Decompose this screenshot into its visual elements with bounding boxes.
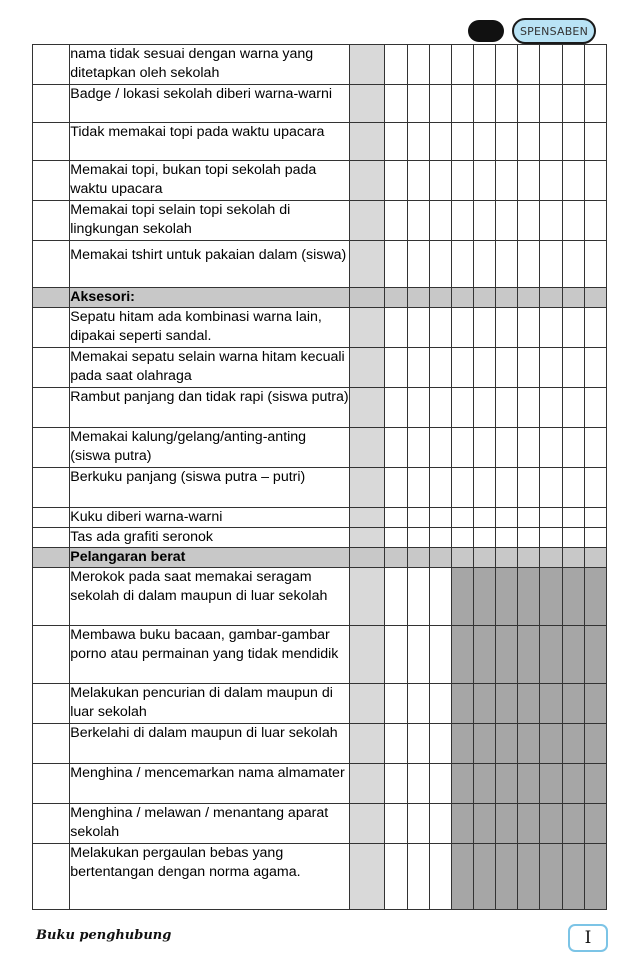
violation-table	[32, 44, 607, 910]
table-row	[33, 45, 607, 85]
table-row	[33, 201, 607, 241]
brand-badge: SPENSABEN	[512, 18, 596, 44]
violation-text: Memakai kalung/gelang/anting-anting (siswa putra)	[70, 428, 350, 468]
violation-text: Menghina / melawan / menantang aparat sekolah	[70, 804, 350, 844]
table-row	[33, 528, 607, 548]
section-title: Aksesori:	[70, 288, 350, 308]
table-row	[33, 724, 607, 764]
violation-text: Sepatu hitam ada kombinasi warna lain, dipakai seperti sandal.	[70, 308, 350, 348]
violation-text: Berkelahi di dalam maupun di luar sekolah	[70, 724, 350, 764]
violation-text: Menghina / mencemarkan nama almamater	[70, 764, 350, 804]
table-row	[33, 844, 607, 910]
table-row	[33, 308, 607, 348]
header-dark-pill	[468, 20, 504, 42]
section-header-row	[33, 288, 607, 308]
violation-text: Rambut panjang dan tidak rapi (siswa putra)	[70, 388, 350, 428]
table-row	[33, 85, 607, 123]
table-row	[33, 508, 607, 528]
violation-text: Memakai topi, bukan topi sekolah pada waktu upacara	[70, 161, 350, 201]
violation-text: Badge / lokasi sekolah diberi warna-warni	[70, 85, 350, 123]
table-row	[33, 241, 607, 288]
page-number: I	[568, 924, 608, 952]
table-row	[33, 388, 607, 428]
table-row	[33, 123, 607, 161]
violation-text: Melakukan pergaulan bebas yang bertentangan dengan norma agama.	[70, 844, 350, 910]
violation-text: Berkuku panjang (siswa putra – putri)	[70, 468, 350, 508]
violation-text: Memakai tshirt untuk pakaian dalam (siswa)	[70, 241, 350, 288]
violation-text: Melakukan pencurian di dalam maupun di luar sekolah	[70, 684, 350, 724]
section-header-row	[33, 548, 607, 568]
table-row	[33, 568, 607, 626]
table-row	[33, 348, 607, 388]
table-row	[33, 428, 607, 468]
table-row	[33, 468, 607, 508]
violation-text: Tas ada grafiti seronok	[70, 528, 350, 548]
table-row	[33, 804, 607, 844]
violation-text: Merokok pada saat memakai seragam sekolah di dalam maupun di luar sekolah	[70, 568, 350, 626]
violation-text: Membawa buku bacaan, gambar-gambar porno atau permainan yang tidak mendidik	[70, 626, 350, 684]
violation-text: Memakai sepatu selain warna hitam kecuali pada saat olahraga	[70, 348, 350, 388]
book-title: Buku penghubung	[36, 928, 172, 943]
table-row	[33, 161, 607, 201]
table-row	[33, 764, 607, 804]
violation-text: Kuku diberi warna-warni	[70, 508, 350, 528]
section-title: Pelangaran berat	[70, 548, 350, 568]
violation-text: Memakai topi selain topi sekolah di lingkungan sekolah	[70, 201, 350, 241]
table-row	[33, 626, 607, 684]
violation-text: Tidak memakai topi pada waktu upacara	[70, 123, 350, 161]
table-row	[33, 684, 607, 724]
violation-text: nama tidak sesuai dengan warna yang ditetapkan oleh sekolah	[70, 45, 350, 85]
